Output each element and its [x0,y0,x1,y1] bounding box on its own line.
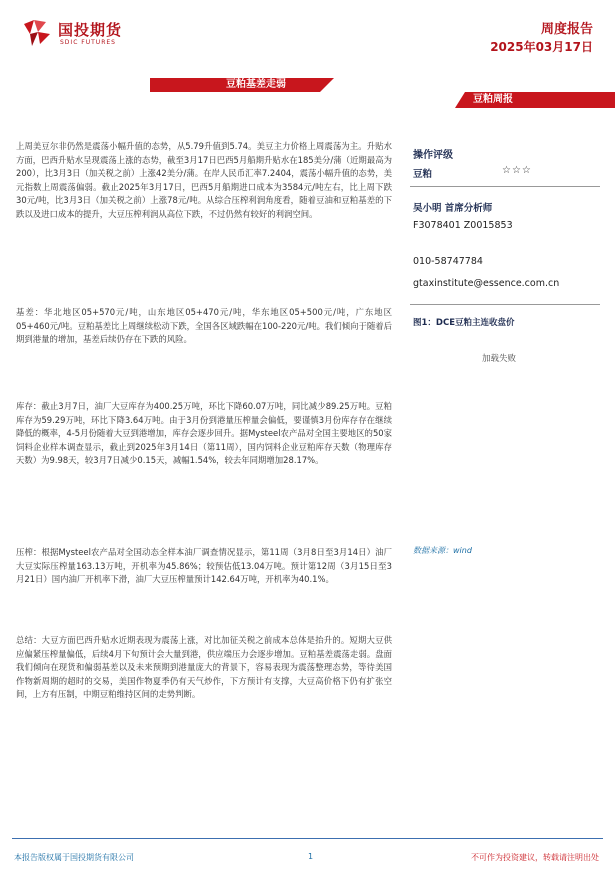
sidebar-divider-2 [410,304,600,305]
logo-emblem-icon [20,18,54,48]
rating-label: 操作评级 [413,150,453,161]
analyst-name: 吴小明 首席分析师 [413,203,493,214]
paragraph-inventory: 库存：截止3月7日，油厂大豆库存为400.25万吨，环比下降60.07万吨，同比减少89.25万吨。豆粕库存为59.29万吨，环比下降3.64万吨。由于3月份到港量压榨量会偏低，要谨慎3月份库存存在继续降低的概率，4-5月份随着大豆到港增加，库存会逐步回升。据Mysteel农产品对全国主要地区的50家饲料企业样本调查显示，截止到2025年3月14日（第11周），国内饲料企业豆粕库存天数（物理库存天数）为9.98天，较3月7日减少0.15天，减幅1.54%，较去年同期增加28.17%。 [16,401,392,466]
company-logo [20,16,180,52]
report-tag: 豆粕周报 [473,94,513,105]
analyst-email[interactable]: gtaxinstitute@essence.com.cn [413,278,560,289]
report-title: 豆粕基差走弱 [226,79,286,90]
analyst-phone: 010-58747784 [413,256,483,267]
logo-name-cn: 国投期货 [58,21,123,39]
rating-product: 豆粕 [413,169,433,180]
paragraph-summary: 总结：大豆方面巴西升贴水近期表现为震荡上涨，对比加征关税之前成本总体是抬升的。短期大豆供应偏紧压榨量偏低，后续4月下旬预计会大量到港，供应端压力会逐步增加。豆粕基差震荡走弱。盘面我们倾向在现货和偏弱基差以及未来预期到港量庞大的背景下，容易表现为震荡整理态势，等待美国作物新周期的超时的交易，美国作物夏季仍有天气炒作，下方预计有支撑，大豆高价格下仍有扩张空间，上方有压制，中期豆粕维持区间的走势判断。 [16,635,392,700]
report-type: 周度报告 [540,22,593,37]
tag-banner [455,92,615,108]
figure-title: 图1：DCE豆粕主连收盘价 [413,318,515,328]
figure-source: 数据来源：wind [413,546,472,555]
report-date: 2025年03月17日 [490,40,593,54]
analyst-license: F3078401 Z0015853 [413,220,513,231]
footer-divider [12,838,603,839]
logo-name-en: SDIC FUTURES [60,39,116,46]
footer-copyright: 本报告版权属于国投期货有限公司 [14,853,134,862]
tag-bar-edge [455,92,465,108]
paragraph-overview: 上周美豆尔非仍然是震荡小幅升值的态势，从5.79升值到5.74。美豆主力价格上周震荡为主。升贴水方面，巴西升贴水呈现震荡上涨的态势，截至3月17日巴西5月船期升贴水在185美分/蒲（近期最高为200），比3月3日（加关税之前）上涨42美分/蒲。在岸人民币汇率7.2404，震荡小幅升值的态势，美元指数上周震荡偏弱。截止2025年3月17日，巴西5月船期进口成本为3584元/吨左右，比上周下跌30元/吨，比3月3日（加关税之前）上涨78元/吨。从综合压榨利润角度看，随着豆油和豆粕基差的下跌以及进口成本的提升，大豆压榨利润从高位下跌，不过仍然有较好的利润空间。 [16,141,392,219]
title-banner [0,78,615,92]
page-number: 1 [308,852,314,861]
paragraph-basis: 基差：华北地区05+570元/吨，山东地区05+470元/吨，华东地区05+500元/吨，广东地区05+460元/吨。豆粕基差比上周继续松动下跌，全国各区域跌幅在100-220元/吨。我们倾向于随着后期到港量的增加，基差后续仍存在下跌的风险。 [16,307,392,345]
paragraph-crushing: 压榨：根据Mysteel农产品对全国动态全样本油厂调查情况显示，第11周（3月8日至3月14日）油厂大豆实际压榨量163.13万吨，开机率为45.86%；较预估低13.04万吨。预计第12周（3月15日至3月21日）国内油厂开机率下滑，油厂大豆压榨量预计142.64万吨，开机率为40.1%。 [16,547,392,585]
title-bar-edge [320,78,334,92]
rating-stars-icon: ☆☆☆ [502,165,532,176]
footer-notice: 不可作为投资建议，转载请注明出处 [471,853,599,862]
sidebar-divider [410,186,600,187]
figure-load-failed: 加载失败 [482,354,517,364]
